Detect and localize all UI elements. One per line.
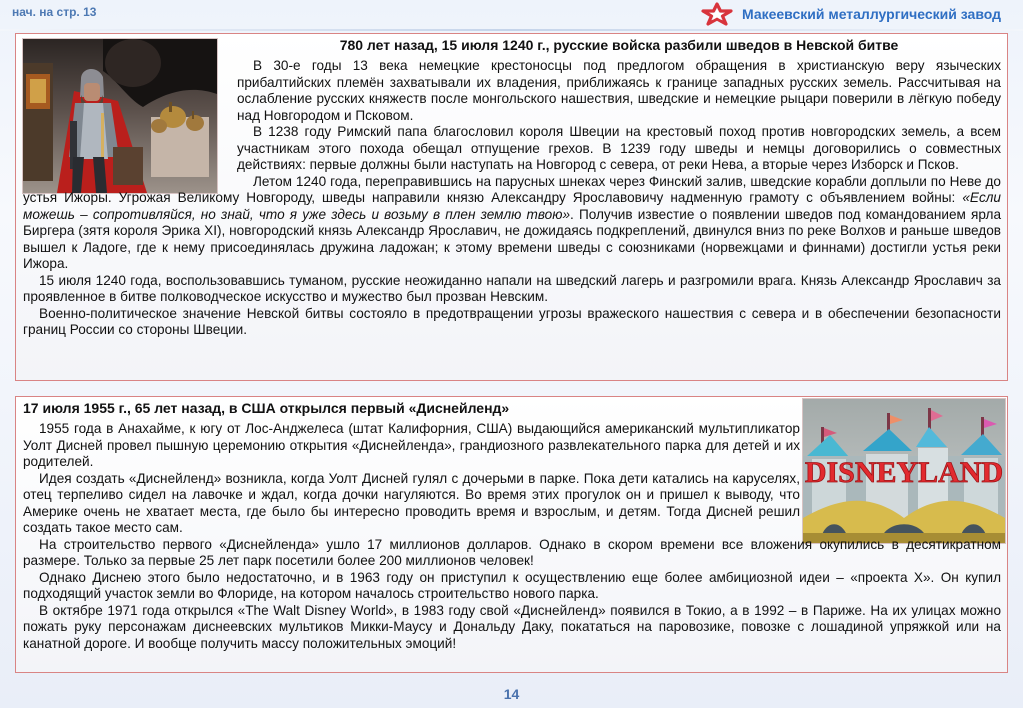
header-divider	[0, 29, 1023, 31]
article-2-paragraph: Идея создать «Диснейленд» возникла, когда Уолт Дисней гулял с дочерьми в парке. Пока дети катались на каруселях, отец терпеливо сидел на лавочке и ждал, когда дочки нагуляются. Во время этих прогулок он и пришел к выводу, что Америке очень не хватает места, где было бы интересно проводить время и взрослым, и детям. Тогда Дисней решил создать такое место сам.	[23, 470, 800, 535]
page-number: 14	[503, 686, 520, 702]
article-disneyland	[15, 396, 1008, 673]
article-1-paragraph: В 30-е годы 13 века немецкие крестоносцы под предлогом обращения в христианскую веру языческих прибалтийских племён захватывали их владения, приближаясь к границе западных русских земель. Рассчитывая на ослабление русских княжеств после монгольского нашествия, шведские и немецкие рыцари поверили в лёгкую победу над Новгородом и Псковом.	[237, 58, 1001, 123]
article-2-paragraph: Однако Диснею этого было недостаточно, и в 1963 году он приступил к осуществлению еще более амбициозной идеи – «проекта Х». Он купил подходящий участок земли во Флориде, на котором началось строительство нового парка.	[23, 569, 1001, 601]
company-brand	[700, 2, 1001, 26]
article-2-paragraph: 1955 года в Анахайме, к югу от Лос-Анджелеса (штат Калифорния, США) выдающийся американский мультипликатор Уолт Дисней провел пышную церемонию открытия «Диснейленда», грандиозного развлекательного парка для детей и их родителей.	[23, 421, 800, 469]
article-2-text	[23, 399, 1004, 652]
article-2-image-spacer	[800, 399, 1004, 528]
article-nevsky-battle	[15, 33, 1008, 381]
article-1-paragraph: В 1238 году Римский папа благословил короля Швеции на крестовый поход против новгородских земель, а всем участникам этого похода обещал отпущение грехов. В 1239 году шведы и немцы договорились о совместных действиях: первые должны были наступать на Новгород с севера, от реки Нева, а вторые через Изборск и Псков.	[237, 124, 1001, 172]
quote-text: «Если можешь – сопротивляйся, но знай, что я уже здесь и возьму в плен землю твою»	[23, 190, 1001, 222]
disneyland-sign: DISNEYLAND	[804, 456, 1004, 489]
article-1-image-spacer	[23, 36, 237, 189]
quote-tail: . Получив известие о появлении шведов под командованием ярла Биргера (зятя короля Эрика XI), новгородский князь Александр Ярославич, не дожидаясь подкреплений, двинулся вниз по реке Волхов и раньше шведов вышел к Ладоге, где к нему присоединялась дружина ладожан; к этому времени шведы с союзниками (норвежцами и финнами) достигли устья реки Ижора.	[23, 206, 1002, 271]
article-2-title: 17 июля 1955 г., 65 лет назад, в США открылся первый «Диснейленд»	[23, 400, 510, 416]
star-logo-icon	[700, 2, 734, 26]
article-2-paragraph: В октябре 1971 года открылся «The Walt Disney World», в 1983 году свой «Диснейленд» появился в Токио, а в 1992 – в Париже. На их улицах можно пожать руку персонажам диснеевских мультиков Микки-Маусу и Дональду Даку, покататься на паровозике, повозке с лошадиной упряжкой или на канатной дороге. И вообще получить массу положительных эмоций!	[23, 602, 1001, 651]
article-2-paragraph: На строительство первого «Диснейленда» ушло 17 миллионов долларов. Однако в скором времени все вложения окупились в десятикратном размере. Только за первые 25 лет парк посетили более 200 миллионов человек!	[23, 536, 1001, 568]
continued-from-page-note: нач. на стр. 13	[12, 5, 97, 19]
article-1-paragraph: Военно-политическое значение Невской битвы состояло в предотвращении угрозы вражеского нашествия с севера и в обеспечении безопасности границ России со стороны Швеции.	[23, 305, 1001, 337]
article-1-text	[23, 36, 1001, 339]
company-name: Макеевский металлургический завод	[741, 6, 1001, 22]
article-1-paragraph: 15 июля 1240 года, воспользовавшись туманом, русские неожиданно напали на шведский лагерь и разгромили врага. Князь Александр Ярославич за проявленное в битве полководческое искусство и мужество был прозван Невским.	[23, 272, 1001, 304]
article-1-title: 780 лет назад, 15 июля 1240 г., русские войска разбили шведов в Невской битве	[339, 37, 899, 53]
quote-lead: Летом 1240 года, переправившись на парусных шнеках через Финский залив, шведские корабли доплыли по Неве до устья Ижоры. Угрожая Великому Новгороду, шведы направили князю Александру Ярославовичу надменную грамоту с объявлением войны:	[23, 173, 1001, 205]
